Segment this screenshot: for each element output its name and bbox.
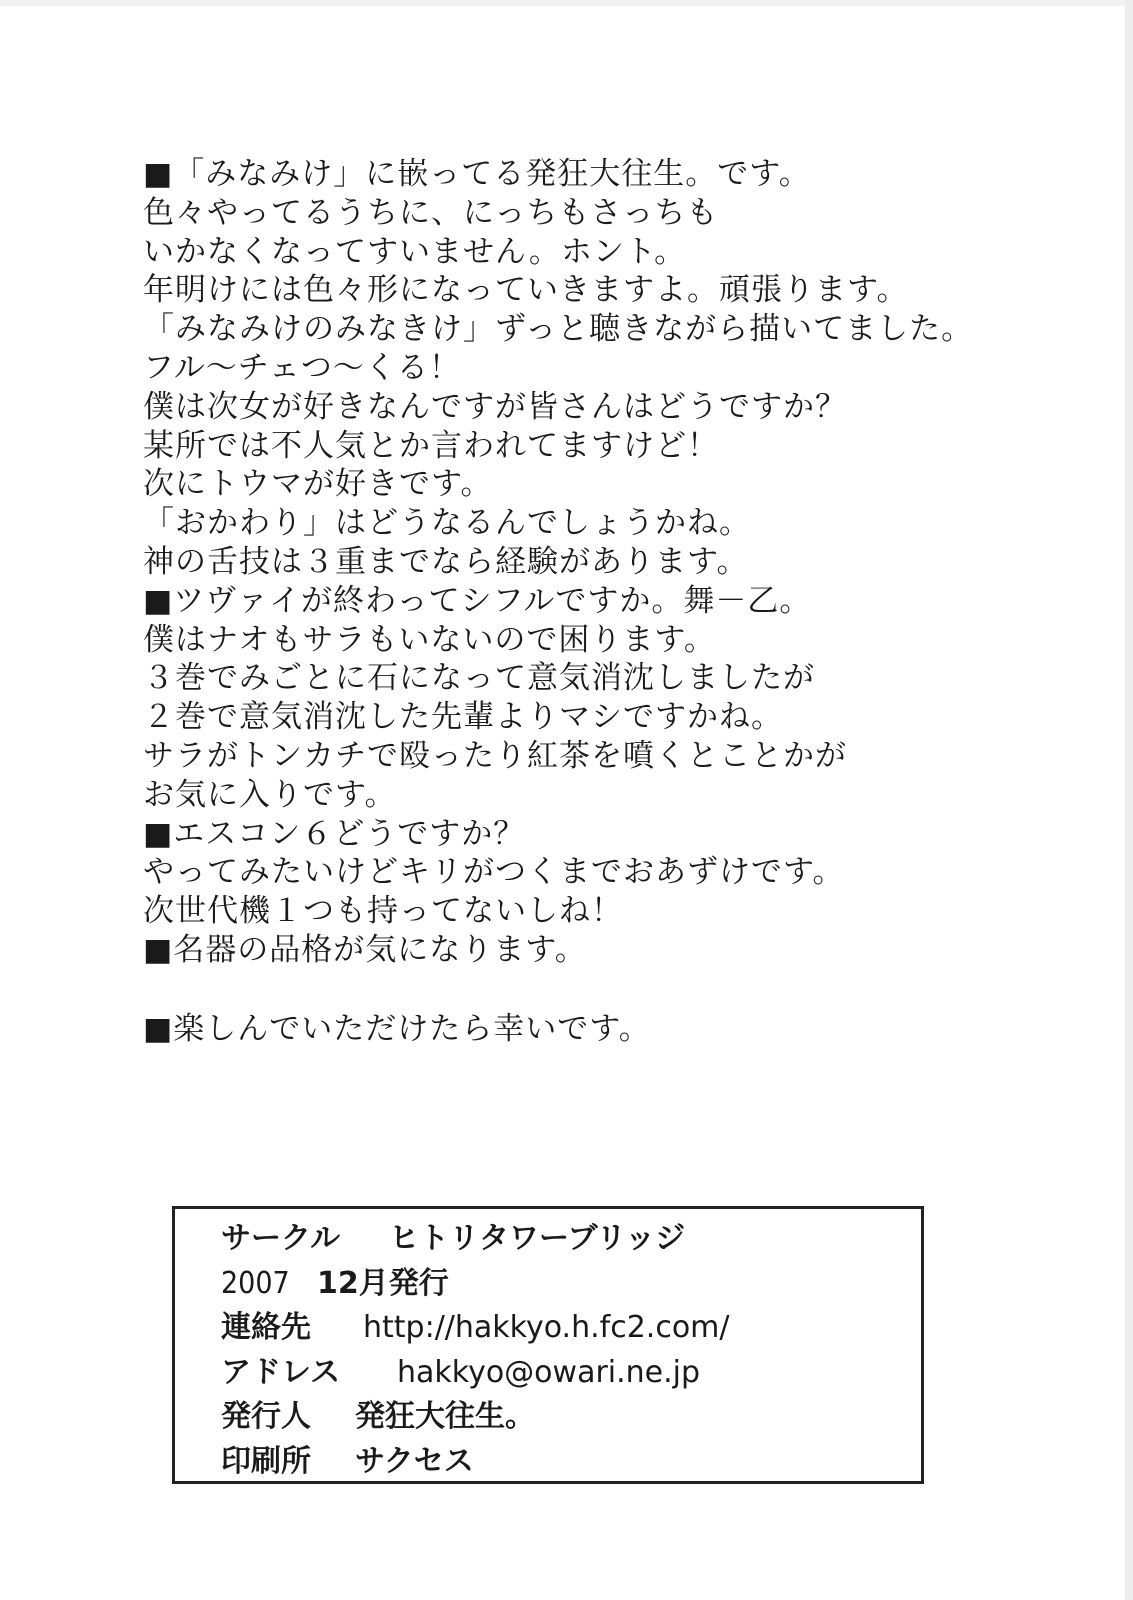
publisher-name: 発狂大往生。 (355, 1399, 535, 1434)
afterword-line: 僕はナオもサラもいないので困ります。 (143, 621, 716, 658)
afterword-line: いかなくなってすいません。ホント。 (143, 233, 687, 270)
page-edge-right (1125, 0, 1133, 1600)
afterword-line: ■名器の品格が気になります。 (143, 931, 587, 968)
afterword-text (143, 155, 1023, 1049)
colophon-printer-row (221, 1440, 921, 1485)
printer-label: 印刷所 (221, 1443, 311, 1479)
afterword-line: 「みなみけのみなきけ」ずっと聴きながら描いてました。 (143, 311, 974, 348)
afterword-line: ２巻で意気消沈した先輩よりマシですかね。 (143, 699, 783, 736)
issue-year: 2007 (221, 1265, 290, 1301)
afterword-line: ■「みなみけ」に嵌ってる発狂大往生。です。 (143, 156, 811, 192)
circle-name: ヒトリタワーブリッジ (389, 1221, 686, 1256)
page-edge (0, 0, 1133, 6)
contact-label: 連絡先 (221, 1310, 311, 1345)
printer-name: サクセス (355, 1443, 474, 1479)
circle-label: サークル (221, 1221, 341, 1256)
address-label: アドレス (221, 1354, 341, 1390)
afterword-line: 次世代機１つも持ってないしね！ (143, 893, 623, 930)
colophon-box (172, 1206, 924, 1484)
colophon-address-row (221, 1351, 921, 1396)
afterword-line: ３巻でみごとに石になって意気消沈しましたが (143, 660, 815, 697)
afterword-line: 次にトウマが好きです。 (143, 466, 493, 503)
colophon-contact-row (221, 1306, 921, 1351)
afterword-line: お気に入りです。 (143, 776, 397, 813)
publisher-label: 発行人 (221, 1399, 311, 1434)
afterword-line: やってみたいけどキリがつくまでおあずけです。 (143, 854, 845, 891)
afterword-line: ■エスコン６どうですか？ (143, 815, 526, 852)
afterword-line: ■ツヴァイが終わってシフルですか。舞－乙。 (143, 582, 812, 619)
issue-date: 12月発行 (317, 1265, 449, 1301)
afterword-line: 色々やってるうちに、にっちもさっちも (143, 194, 719, 231)
address-email: hakkyo@owari.ne.jp (397, 1354, 701, 1390)
colophon-circle-row (221, 1217, 921, 1262)
afterword-line: 年明けには色々形になっていきますよ。頑張ります。 (143, 272, 909, 309)
afterword-closing-line: ■楽しんでいただけたら幸いです。 (143, 1010, 651, 1047)
colophon-publisher-row (221, 1395, 921, 1440)
colophon-date-row (221, 1262, 921, 1307)
afterword-line: フル～チェつ～くる！ (143, 349, 461, 386)
contact-url: http://hakkyo.h.fc2.com/ (363, 1310, 730, 1345)
afterword-line: 神の舌技は３重までなら経験があります。 (143, 543, 749, 580)
afterword-line: サラがトンカチで殴ったり紅茶を噴くとことかが (143, 737, 847, 774)
afterword-line: 僕は次女が好きなんですが皆さんはどうですか？ (143, 388, 847, 425)
afterword-line: 「おかわり」はどうなるんでしょうかね。 (143, 505, 751, 542)
afterword-line: 某所では不人気とか言われてますけど！ (143, 427, 719, 464)
